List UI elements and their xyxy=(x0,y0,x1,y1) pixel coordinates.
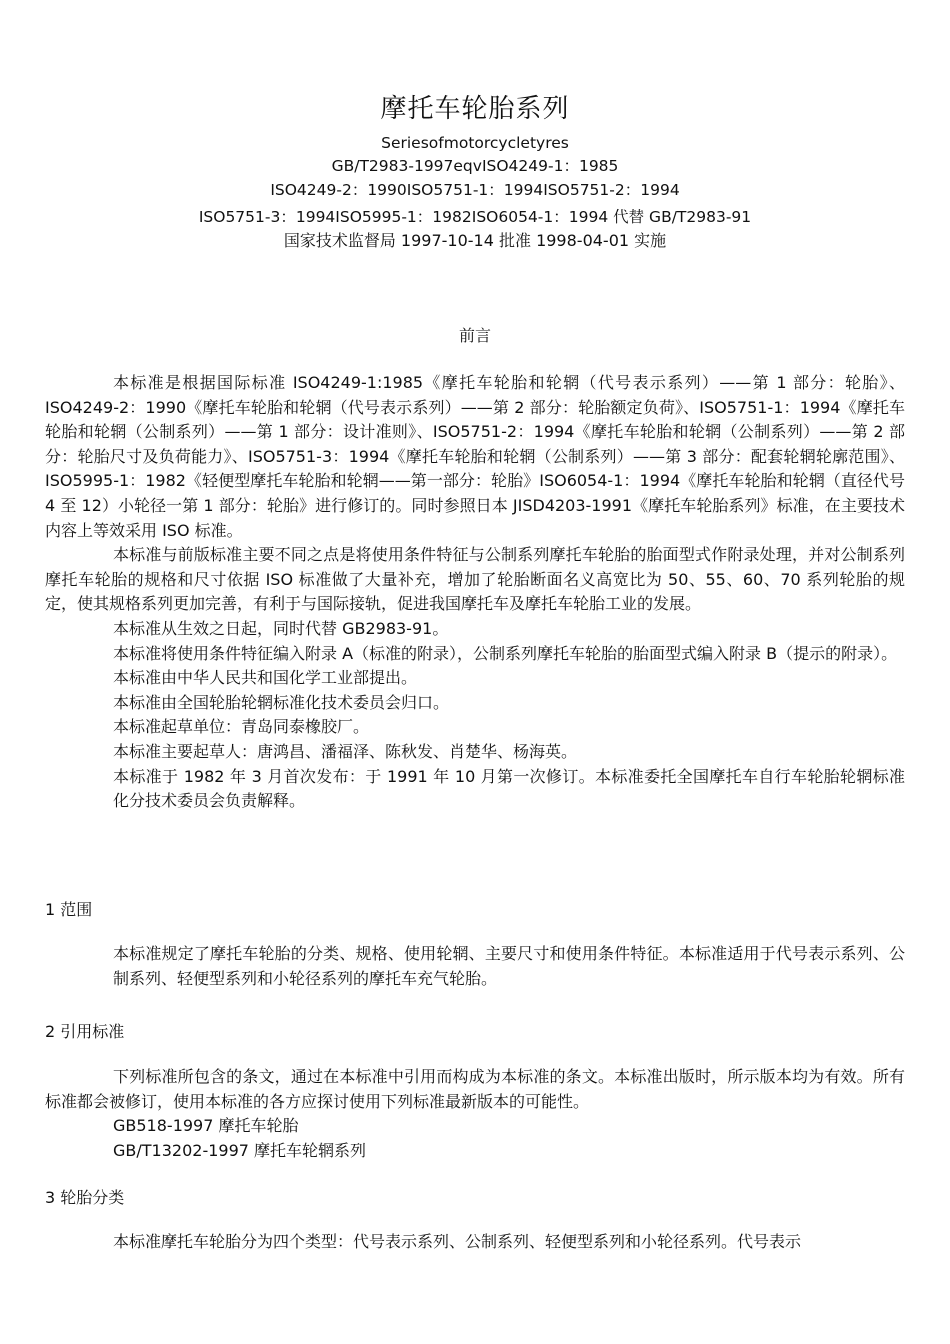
section-1-body xyxy=(45,942,905,991)
foreword-paragraph-7: 本标准起草单位：青岛同泰橡胶厂。 xyxy=(113,717,370,737)
section-2-reference-2: GB/T13202-1997 摩托车轮辋系列 xyxy=(113,1140,367,1160)
section-2-body xyxy=(45,1065,905,1163)
section-1-heading: 1 范围 xyxy=(45,900,93,919)
foreword-paragraph-9: 本标准于 1982 年 3 月首次发布：于 1991 年 10 月第一次修订。本标准委托全国摩托车自行车轮胎轮辋标准化分技术委员会负责解释。 xyxy=(113,766,905,811)
section-2-heading: 2 引用标准 xyxy=(45,1022,125,1041)
section-2-reference-1: GB518-1997 摩托车轮胎 xyxy=(113,1116,299,1136)
section-3-body xyxy=(45,1230,905,1255)
section-1-paragraph: 本标准规定了摩托车轮胎的分类、规格、使用轮辋、主要尺寸和使用条件特征。本标准适用于代号表示系列、公制系列、轻便型系列和小轮径系列的摩托车充气轮胎。 xyxy=(113,944,905,988)
foreword-paragraph-1: 本标准是根据国际标准 ISO4249-1:1985《摩托车轮胎和轮辋（代号表示系列）——第 1 部分：轮胎》、ISO4249-2：1990《摩托车轮胎和轮辋（代号表示系列）——第 2 部分：轮胎额定负荷》、ISO5751-1：1994《摩托车轮胎和轮辋（公制系列）——第 1 部分：设计准则》、ISO5751-2：1994《摩托车轮胎和轮辋（公制系列）——第 2 部分：轮胎尺寸及负荷能力》、ISO5751-3：1994《摩托车轮胎和轮辋（公制系列）——第 3 部分：配套轮辋轮廓范围》、ISO5995-1：1982《轻便型摩托车轮胎和轮辋——第一部分：轮胎》ISO6054-1：1994《摩托车轮胎和轮辋（直径代号 4 至 12）小轮径一第 1 部分：轮胎》进行修订的。同时参照日本 JISD4203-1991《摩托车轮胎系列》标准，在主要技术内容上等效采用 ISO 标准。 xyxy=(45,373,905,540)
section-3-paragraph: 本标准摩托车轮胎分为四个类型：代号表示系列、公制系列、轻便型系列和小轮径系列。代号表示 xyxy=(113,1232,802,1251)
standard-number-line-3: ISO5751-3：1994ISO5995-1：1982ISO6054-1：1994 代替 GB/T2983-91 xyxy=(198,208,752,226)
standard-number-line-1: GB/T2983-1997eqvISO4249-1：1985 xyxy=(331,157,619,175)
foreword-paragraph-3: 本标准从生效之日起，同时代替 GB2983-91。 xyxy=(113,618,449,638)
foreword-paragraph-8: 本标准主要起草人：唐鸿昌、潘福泽、陈秋发、肖楚华、杨海英。 xyxy=(113,741,578,761)
foreword-paragraph-4: 本标准将使用条件特征编入附录 A（标准的附录），公制系列摩托车轮胎的胎面型式编入附录 B（提示的附录）。 xyxy=(113,643,898,663)
english-subtitle: Seriesofmotorcycletyres xyxy=(381,134,569,152)
section-2-paragraph: 下列标准所包含的条文，通过在本标准中引用而构成为本标准的条文。本标准出版时，所示版本均为有效。所有标准都会被修订，使用本标准的各方应探讨使用下列标准最新版本的可能性。 xyxy=(45,1067,905,1111)
foreword-paragraph-6: 本标准由全国轮胎轮辋标准化技术委员会归口。 xyxy=(113,692,450,712)
approval-line: 国家技术监督局 1997-10-14 批准 1998-04-01 实施 xyxy=(283,231,667,250)
foreword-body xyxy=(45,371,905,814)
foreword-paragraph-5: 本标准由中华人民共和国化学工业部提出。 xyxy=(113,668,418,688)
section-3-heading: 3 轮胎分类 xyxy=(45,1188,125,1207)
document-title: 摩托车轮胎系列 xyxy=(380,94,570,124)
foreword-paragraph-2: 本标准与前版标准主要不同之点是将使用条件特征与公制系列摩托车轮胎的胎面型式作附录处理，并对公制系列摩托车轮胎的规格和尺寸依据 ISO 标准做了大量补充，增加了轮胎断面名义高宽比为 50、55、60、70 系列轮胎的规定，使其规格系列更加完善，有利于与国际接轨，促进我国摩托车及摩托车轮胎工业的发展。 xyxy=(45,545,905,614)
standard-number-line-2: ISO4249-2：1990ISO5751-1：1994ISO5751-2：1994 xyxy=(270,181,680,199)
foreword-heading: 前言 xyxy=(458,326,491,345)
